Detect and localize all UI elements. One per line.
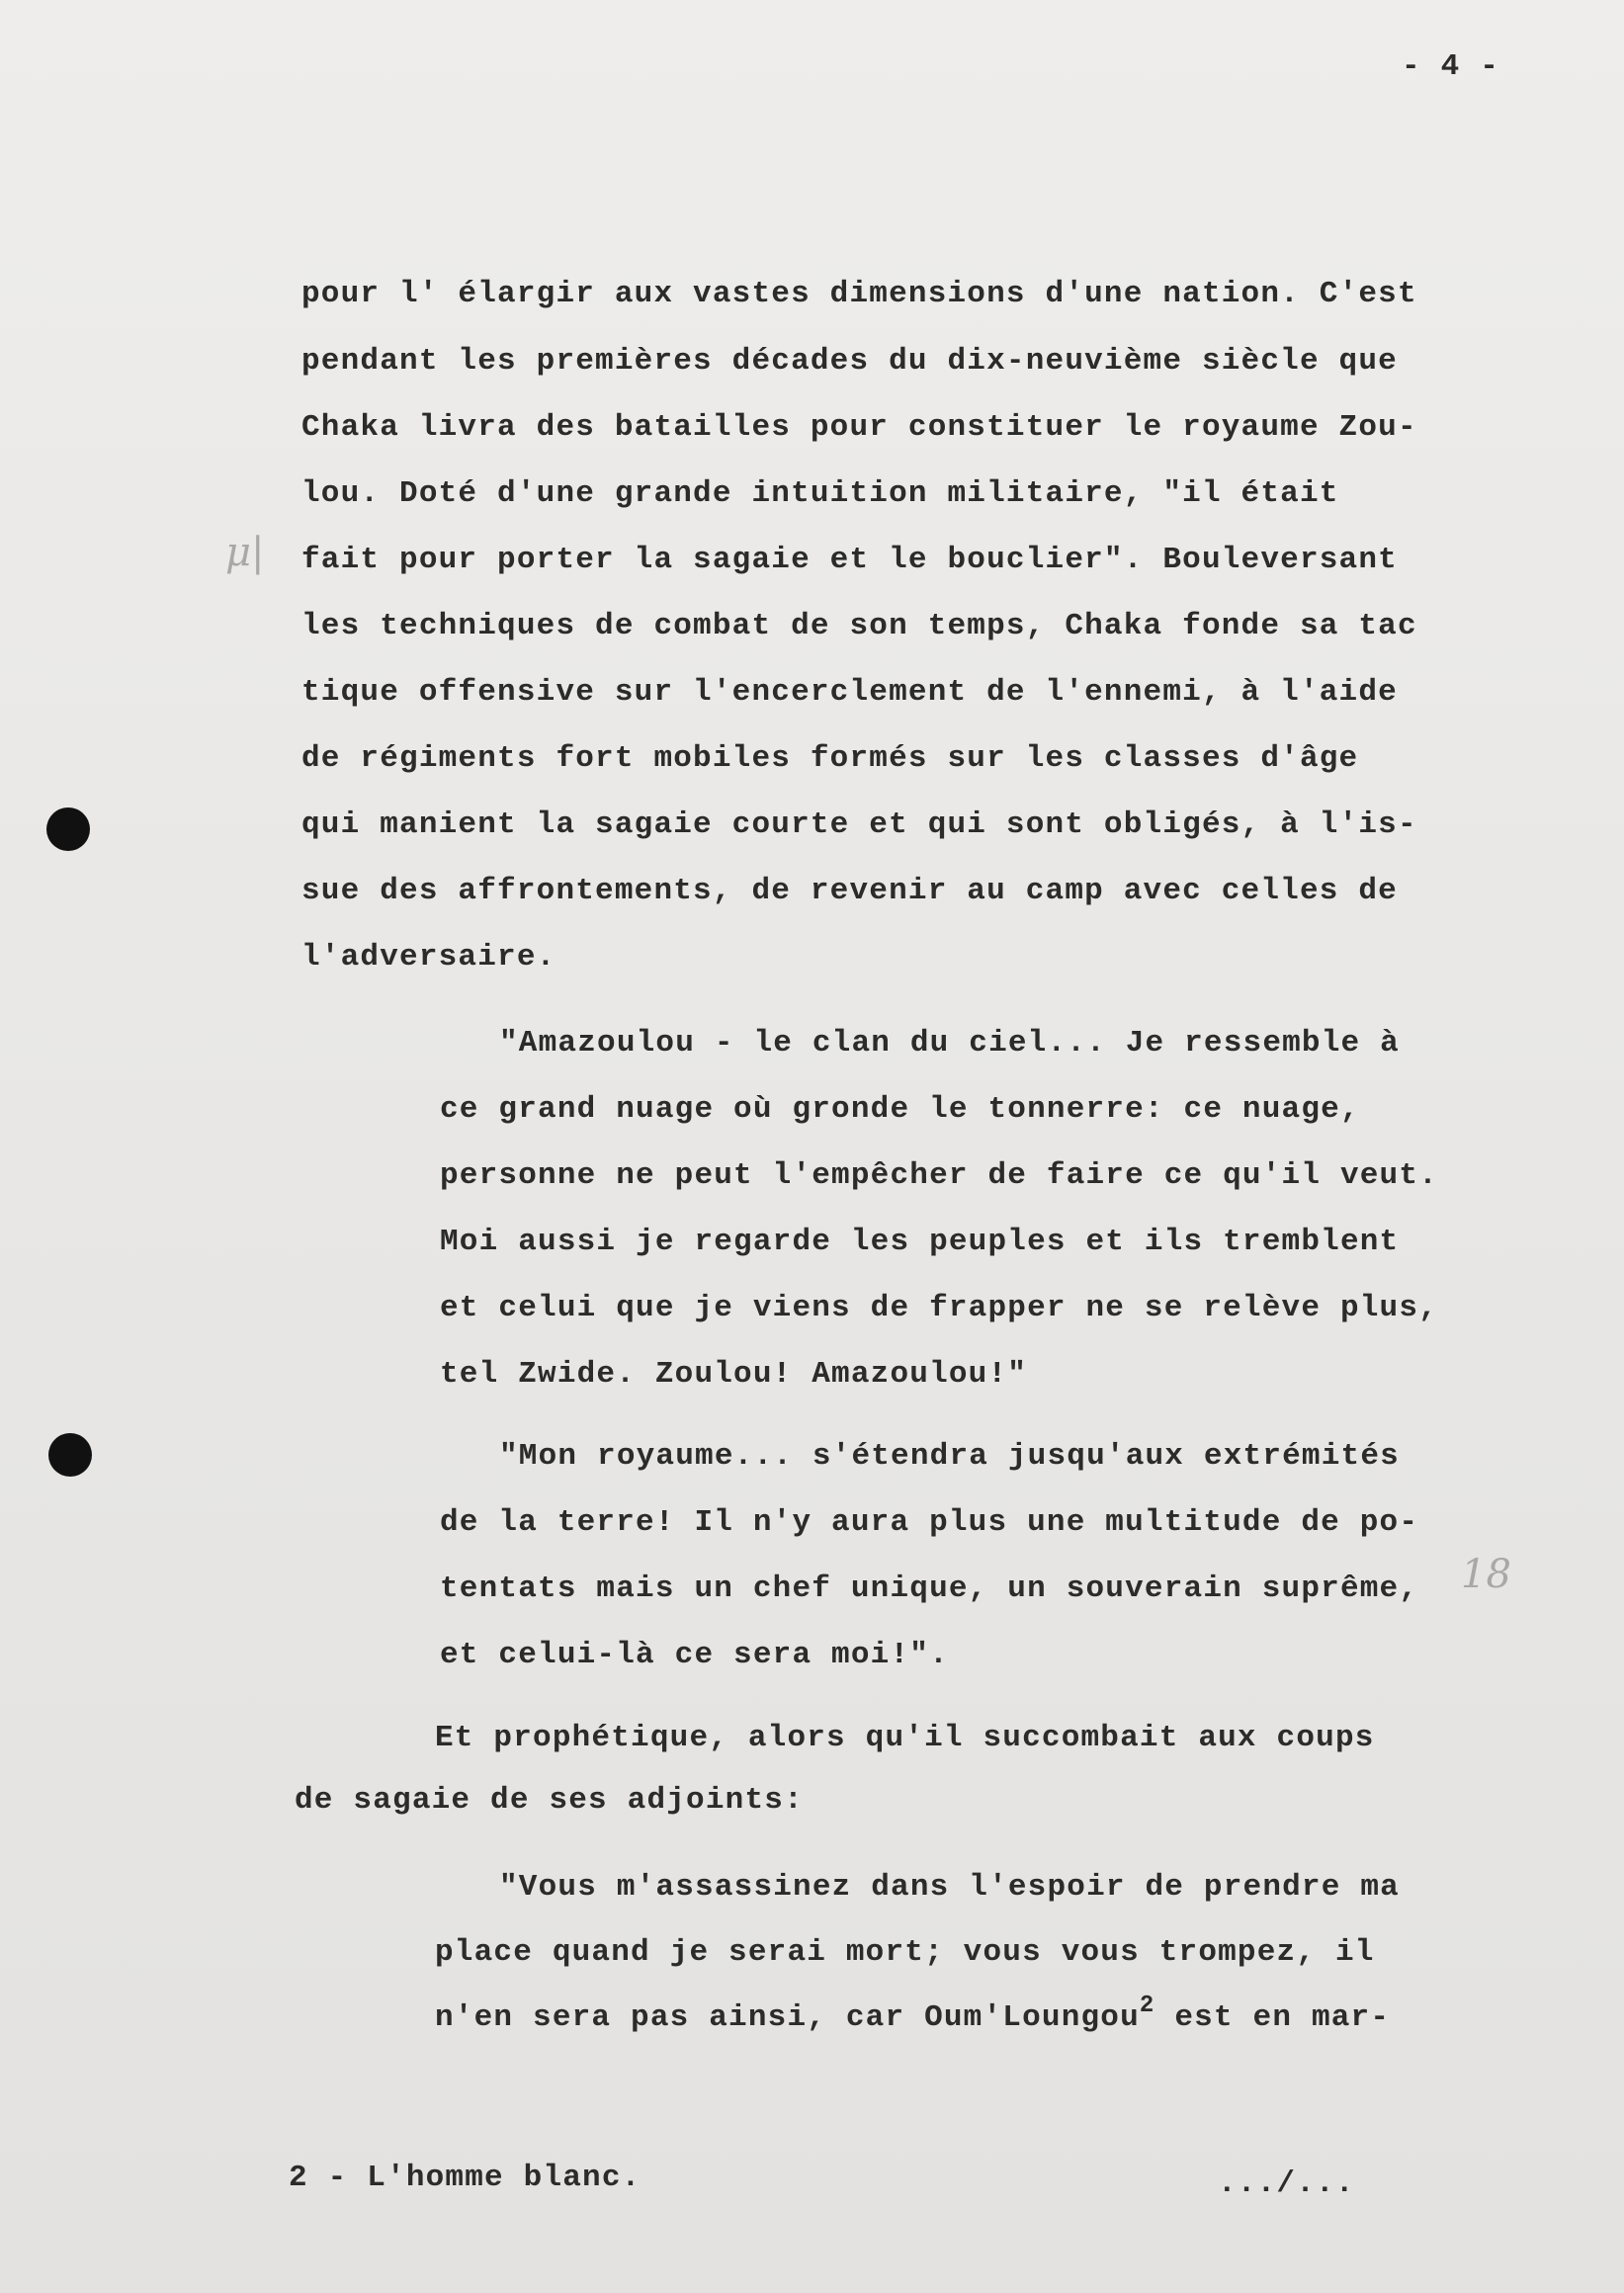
text-line: pour l' élargir aux vastes dimensions d'une nation. C'est bbox=[301, 277, 1417, 311]
text-line: tique offensive sur l'encerclement de l'ennemi, à l'aide bbox=[301, 675, 1398, 710]
text-line: sue des affrontements, de revenir au camp avec celles de bbox=[301, 874, 1398, 908]
text-line: "Amazoulou - le clan du ciel... Je ressemble à bbox=[499, 1026, 1400, 1061]
text-line: l'adversaire. bbox=[301, 940, 556, 975]
page-number: - 4 - bbox=[1402, 49, 1500, 84]
text-line: et celui que je viens de frapper ne se relève plus, bbox=[440, 1291, 1438, 1325]
text-line: tentats mais un chef unique, un souverain suprême, bbox=[440, 1571, 1419, 1606]
footnote: 2 - L'homme blanc. bbox=[289, 2161, 641, 2195]
text-line: ce grand nuage où gronde le tonnerre: ce nuage, bbox=[440, 1092, 1360, 1127]
punch-hole bbox=[48, 1433, 92, 1477]
text-line: les techniques de combat de son temps, Chaka fonde sa tac bbox=[301, 609, 1417, 643]
punch-hole bbox=[46, 807, 90, 851]
text-line: personne ne peut l'empêcher de faire ce qu'il veut. bbox=[440, 1158, 1438, 1193]
text-line: lou. Doté d'une grande intuition militaire, "il était bbox=[301, 476, 1339, 511]
continuation-mark: .../... bbox=[1218, 2166, 1355, 2201]
margin-annotation-right: 18 bbox=[1461, 1552, 1511, 1597]
text-segment: est en mar- bbox=[1154, 2000, 1391, 2035]
text-line: "Mon royaume... s'étendra jusqu'aux extrémités bbox=[499, 1439, 1400, 1474]
text-line: place quand je serai mort; vous vous trompez, il bbox=[435, 1935, 1375, 1970]
text-line: Moi aussi je regarde les peuples et ils tremblent bbox=[440, 1225, 1400, 1259]
text-line: de la terre! Il n'y aura plus une multitude de po- bbox=[440, 1505, 1419, 1540]
text-line: "Vous m'assassinez dans l'espoir de prendre ma bbox=[499, 1870, 1400, 1905]
text-line: fait pour porter la sagaie et le bouclier". Bouleversant bbox=[301, 543, 1398, 577]
text-segment: n'en sera pas ainsi, car Oum'Loungou bbox=[435, 2000, 1140, 2035]
text-line: pendant les premières décades du dix-neuvième siècle que bbox=[301, 344, 1398, 379]
text-line: qui manient la sagaie courte et qui sont obligés, à l'is- bbox=[301, 807, 1417, 842]
text-line: de sagaie de ses adjoints: bbox=[295, 1783, 804, 1818]
text-line: et celui-là ce sera moi!". bbox=[440, 1638, 949, 1672]
text-line bbox=[435, 1993, 1391, 2038]
margin-annotation-left: μ| bbox=[225, 530, 265, 575]
text-line: de régiments fort mobiles formés sur les classes d'âge bbox=[301, 741, 1359, 776]
text-line: tel Zwide. Zoulou! Amazoulou!" bbox=[440, 1357, 1028, 1392]
text-line: Et prophétique, alors qu'il succombait aux coups bbox=[435, 1721, 1375, 1755]
text-line: Chaka livra des batailles pour constituer le royaume Zou- bbox=[301, 410, 1417, 445]
footnote-reference: 2 bbox=[1139, 1993, 1155, 2019]
